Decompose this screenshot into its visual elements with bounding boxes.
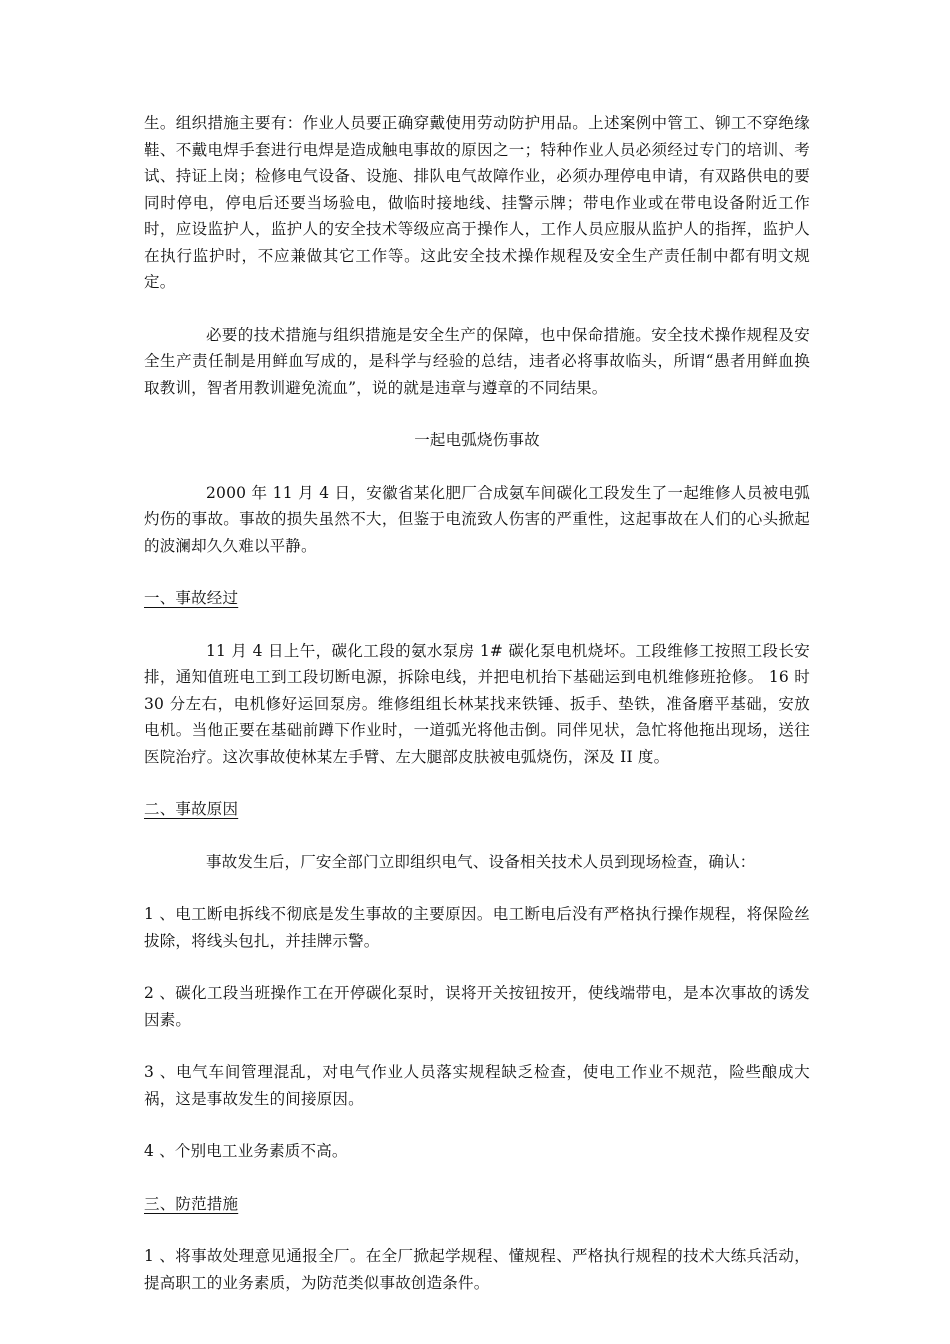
paragraph-cause-intro: 事故发生后，厂安全部门立即组织电气、设备相关技术人员到现场检查，确认： <box>206 852 756 871</box>
list-item-prevention-1: 1 、将事故处理意见通报全厂。在全厂掀起学规程、懂规程、严格执行规程的技术大练兵活动，提高职工的业务素质，为防范类似事故创造条件。 <box>144 1247 810 1292</box>
article-title: 一起电弧烧伤事故 <box>414 431 540 449</box>
paragraph-organizational-measures: 生。组织措施主要有：作业人员要正确穿戴使用劳动防护用品。上述案例中管工、铆工不穿绝缘鞋、不戴电焊手套进行电焊是造成触电事故的原因之一；特种作业人员必须经过专门的培训、考试、持证上岗；检修电气设备、设施、排队电气故障作业，必须办理停电申请，有双路供电的要同时停电，停电后还要当场验电，做临时接地线、挂警示牌；带电作业或在带电设备附近工作时，应设监护人，监护人的安全技术等级应高于操作人，工作人员应服从监护人的指挥，监护人在执行监护时，不应兼做其它工作等。这此安全技术操作规程及安全生产责任制中都有明文规定。 <box>144 114 810 291</box>
paragraph-technical-measures: 必要的技术措施与组织措施是安全生产的保障，也中保命措施。安全技术操作规程及安全生产责任制是用鲜血写成的，是科学与经验的总结，违者必将事故临头，所谓“愚者用鲜血换取教训，智者用教训避免流血”，说的就是违章与遵章的不同结果。 <box>144 325 810 397</box>
section-heading-accident-process: 一、事故经过 <box>144 589 239 607</box>
list-item-cause-1: 1 、电工断电拆线不彻底是发生事故的主要原因。电工断电后没有严格执行操作规程，将保险丝拔除，将线头包扎，并挂牌示警。 <box>144 905 810 950</box>
list-item-cause-4: 4 、个别电工业务素质不高。 <box>144 1142 348 1160</box>
list-item-cause-3: 3 、电气车间管理混乱，对电气作业人员落实规程缺乏检查，使电工作业不规范，险些酿成大祸，这是事故发生的间接原因。 <box>144 1063 810 1108</box>
list-item-cause-2: 2 、碳化工段当班操作工在开停碳化泵时，误将开关按钮按开，使线端带电，是本次事故的诱发因素。 <box>144 984 810 1029</box>
section-heading-prevention: 三、防范措施 <box>144 1194 239 1213</box>
document-page <box>144 110 810 1322</box>
paragraph-intro: 2000 年 11 月 4 日，安徽省某化肥厂合成氨车间碳化工段发生了一起维修人员被电弧灼伤的事故。事故的损失虽然不大，但鉴于电流致人伤害的严重性，这起事故在人们的心头掀起的波澜却久久难以平静。 <box>144 483 810 555</box>
section-heading-accident-cause: 二、事故原因 <box>144 800 239 818</box>
paragraph-accident-process: 11 月 4 日上午，碳化工段的氨水泵房 1# 碳化泵电机烧坏。工段维修工按照工段长安排，通知值班电工到工段切断电源，拆除电线，并把电机抬下基础运到电机维修班抢修。 16 时 30 分左右，电机修好运回泵房。维修组组长林某找来铁锤、扳手、垫铁，准备磨平基础，安放电机。当他正要在基础前蹲下作业时，一道弧光将他击倒。同伴见状，急忙将他拖出现场，送往医院治疗。这次事故使林某左手臂、左大腿部皮肤被电弧烧伤，深及 II 度。 <box>144 641 810 766</box>
